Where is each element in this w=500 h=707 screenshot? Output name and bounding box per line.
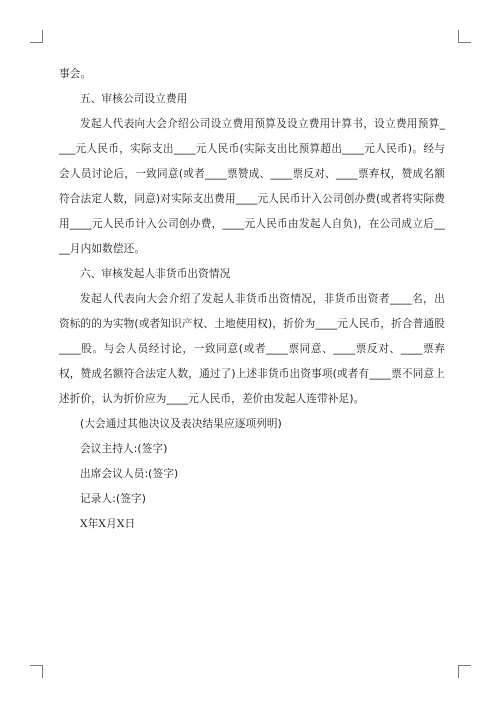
crop-mark-bottom-right (458, 665, 471, 678)
crop-mark-bottom-left (30, 665, 43, 678)
continuation-line: 事会。 (59, 68, 92, 80)
paragraph-non-monetary-contribution: 发起人代表向大会介绍了发起人非货币出资情况，非货币出资者____名，出资标的的为实物(或者知识产权、土地使用权)，折价为____元人民币，折合普通股____股。与会人员经讨论，一致同意(或者____票同意、____票反对、____票弃权，赞成名额符合法定人数，通过了)上述非货币出资事项(或者有____票不同意上述折价，认为折价应为____元人民币，差价由发起人连带补足)。 (59, 293, 445, 405)
signature-chair: 会议主持人:(签字) (80, 443, 168, 455)
crop-mark-top-left (30, 30, 43, 43)
signature-recorder: 记录人:(签字) (80, 493, 147, 505)
document-date: X年X月X日 (80, 518, 136, 530)
crop-mark-top-right (458, 30, 471, 43)
section-heading-6: 六、审核发起人非货币出资情况 (80, 268, 231, 280)
section-heading-5: 五、审核公司设立费用 (80, 93, 188, 105)
document-body (59, 62, 445, 537)
paragraph-setup-fees: 发起人代表向大会介绍公司设立费用预算及设立费用计算书，设立费用预算____元人民币，实际支出____元人民币(实际支出比预算超出____元人民币)。经与会人员讨论后，一致同意(或者____票赞成、____票反对、____票弃权，赞成名额符合法定人数，同意)对实际支出费用____元人民币计入公司创办费(或者将实际费用____元人民币计入公司创办费，____元人民币由发起人自负)，在公司成立后____月内如数偿还。 (59, 118, 445, 255)
signature-attendees: 出席会议人员:(签字) (80, 468, 179, 480)
note-other-resolutions: (大会通过其他决议及表决结果应逐项列明) (80, 418, 282, 430)
